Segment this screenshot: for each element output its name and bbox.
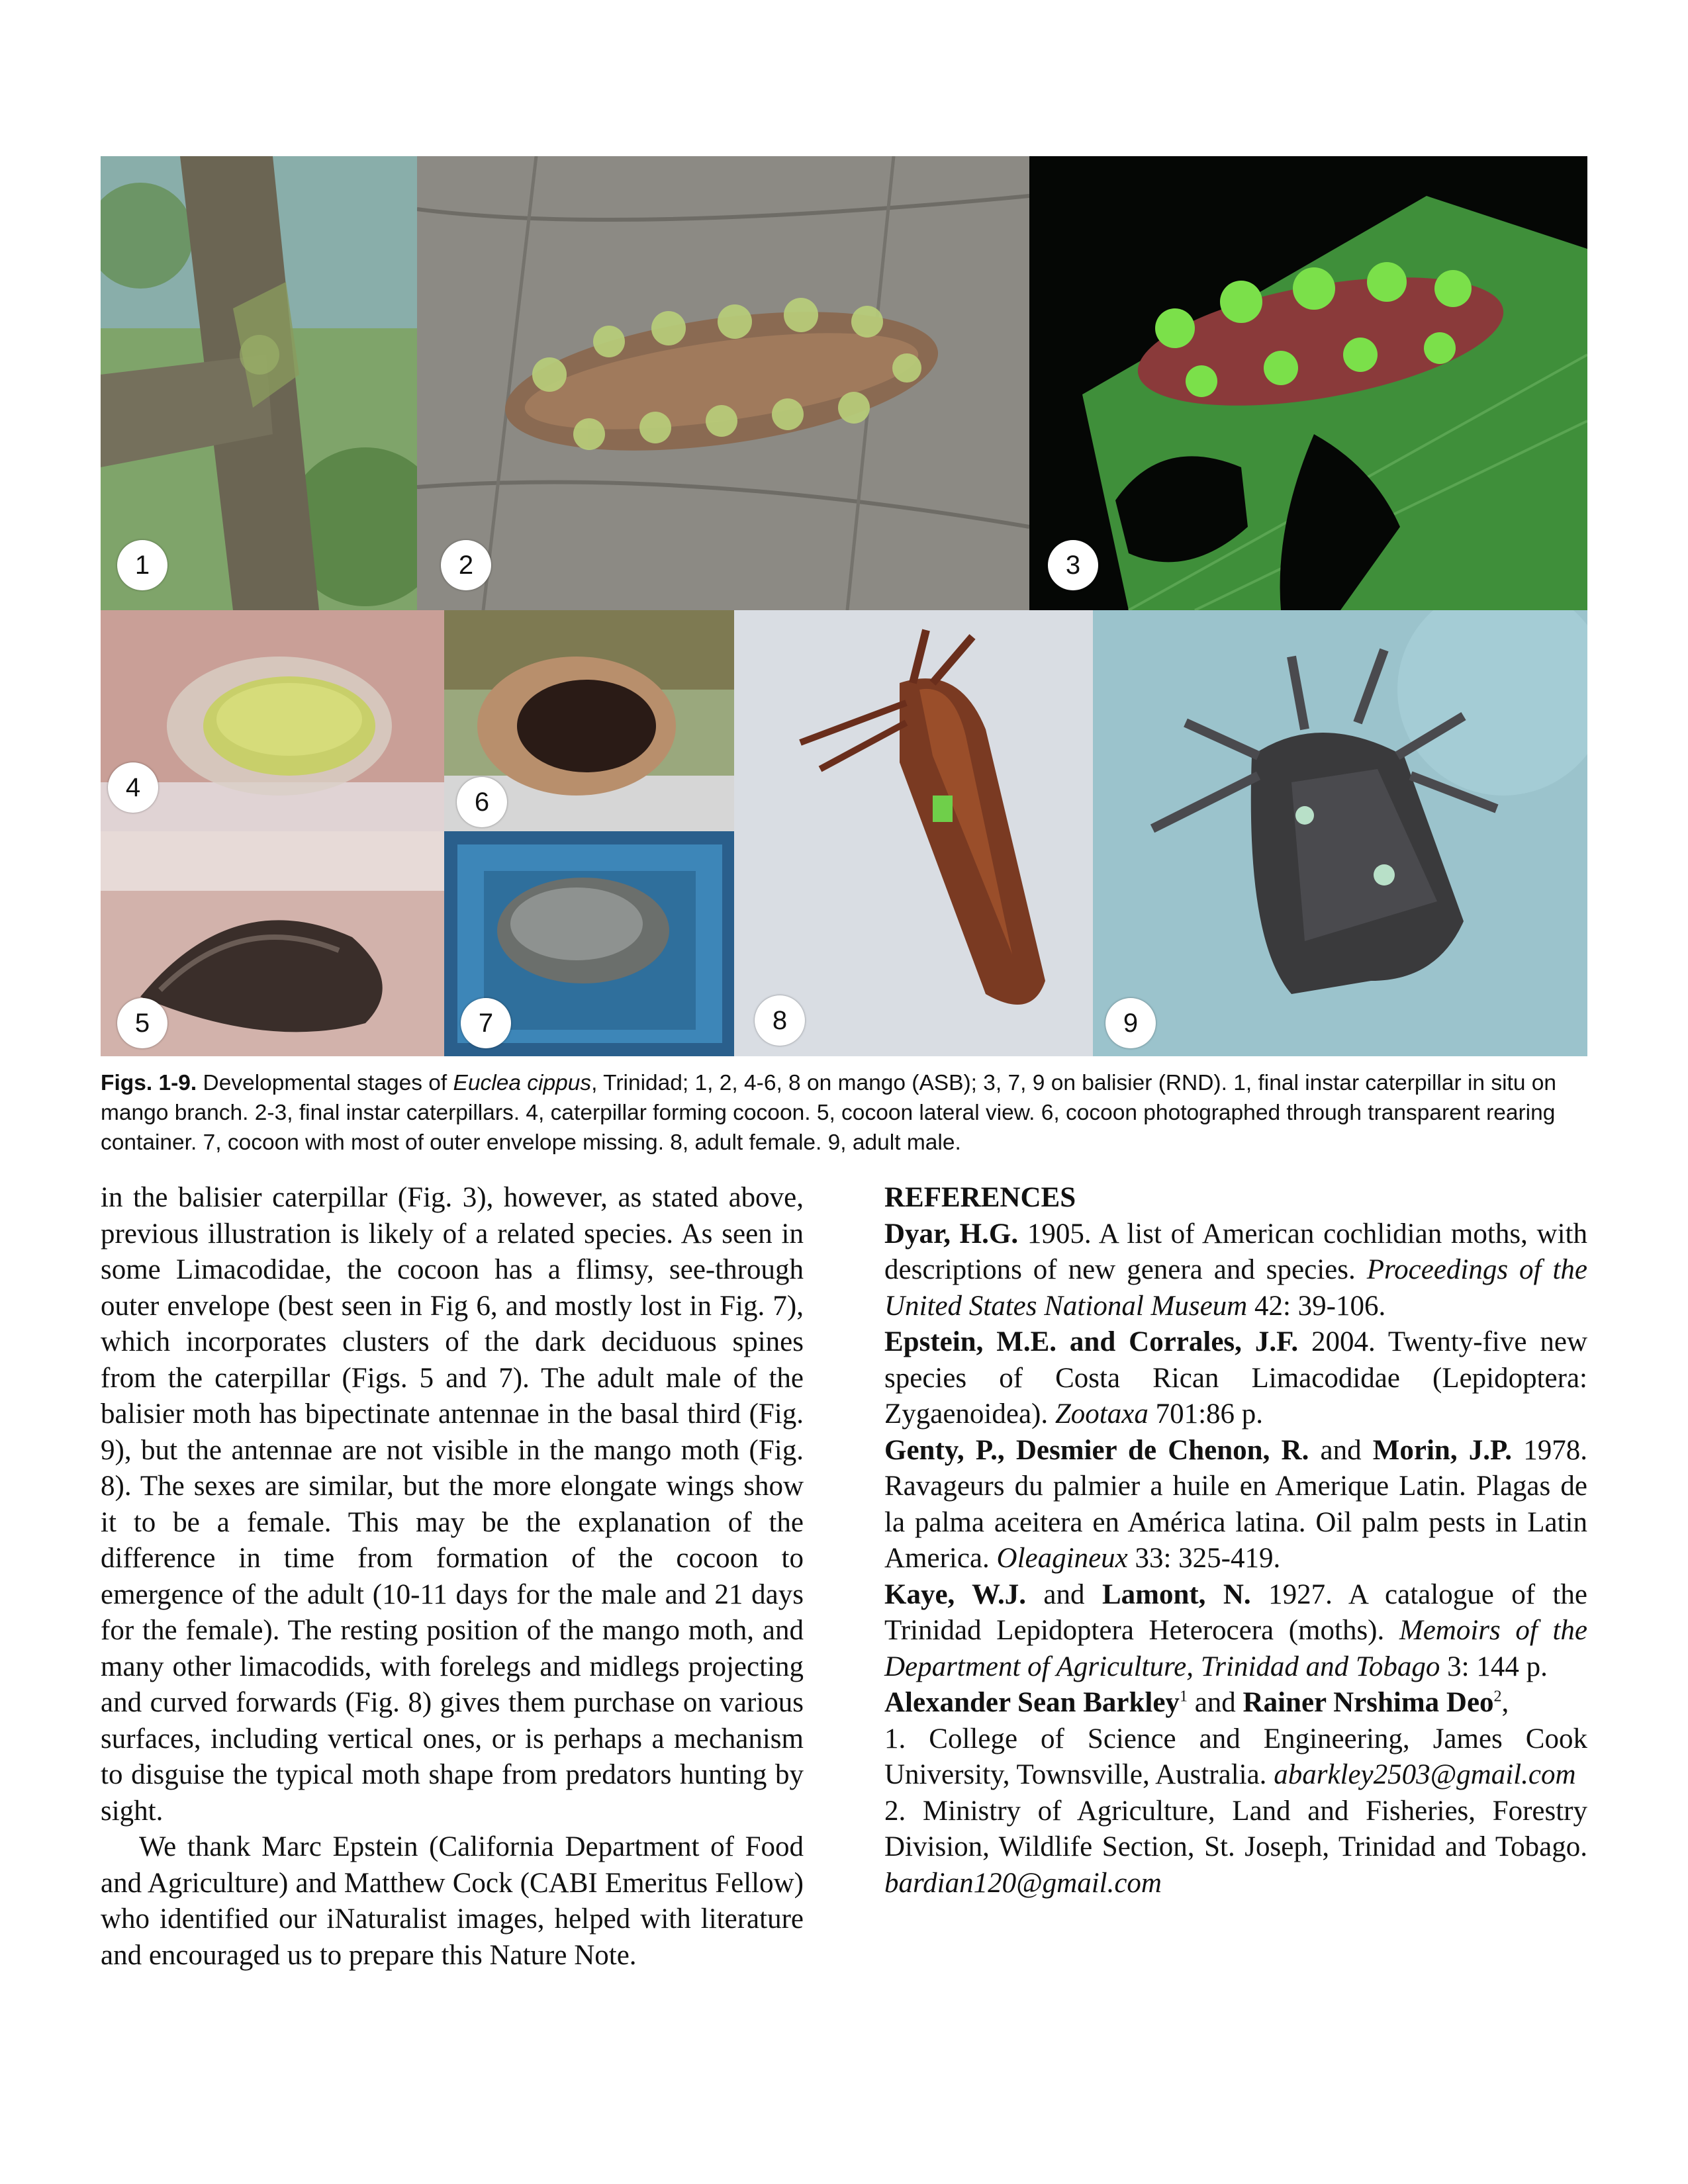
- reference-text: 1905. A list of American cochlidian moths, with descriptions of new genera and species.: [884, 1218, 1587, 1285]
- reference-authors: Genty, P., Desmier de Chenon, R.: [884, 1434, 1309, 1466]
- figure-3-number: 3: [1048, 540, 1098, 590]
- body-paragraph: in the balisier caterpillar (Fig. 3), however, as stated above, previous illustration is likely of a related species. As seen in some Limacodidae, the cocoon has a flimsy, see-through outer envelope (best seen in Fig 6, and mostly lost in Fig. 7), which incorporates clusters of the dark deciduous spines from the caterpillar (Figs. 5 and 7). The adult male of the balisier moth has bipectinate antennae in the basal third (Fig. 9), but the antennae are not visible in the mango moth (Fig. 8). The sexes are similar, but the more elongate wings show it to be a female. This may be the explanation of the difference in time from formation of the cocoon to emergence of the adult (10-11 days for the male and 21 days for the female). The resting position of the mango moth, and many other limacodids, with forelegs and midlegs projecting and curved forwards (Fig. 8) gives them purchase on various surfaces, including vertical ones, or is perhaps a mechanism to disguise the typical moth shape from predators hunting by sight.: [101, 1182, 804, 1827]
- body-text-column: [101, 1180, 804, 1974]
- reference-authors: Lamont, N.: [1102, 1578, 1251, 1610]
- reference-text: 2004. Twenty-five new species of Costa Rican Limacodidae (Lepidoptera: Zygaenoidea).: [884, 1326, 1587, 1430]
- reference-journal: Proceedings of the United States National Museum: [884, 1254, 1587, 1322]
- figure-6-number: 6: [457, 777, 507, 827]
- affiliation-text: 1. College of Science and Engineering, James Cook University, Townsville, Australia.: [884, 1723, 1587, 1790]
- figure-5-number: 5: [117, 998, 167, 1048]
- author-affiliation-mark: 2: [1493, 1688, 1502, 1706]
- caption-species: Euclea cippus: [453, 1071, 592, 1095]
- reference-text: 1978. Ravageurs du palmier a huile en Amerique Latin. Plagas de la palma aceitera en América latina. Oil palm pests in Latin America.: [884, 1434, 1587, 1574]
- affiliation-text: 2. Ministry of Agriculture, Land and Fisheries, Forestry Division, Wildlife Section, St. Joseph, Trinidad and Tobago.: [884, 1795, 1587, 1862]
- reference-journal: Zootaxa: [1055, 1398, 1149, 1430]
- figure-3-photo: [1029, 156, 1587, 610]
- author-affiliation-mark: 1: [1179, 1688, 1188, 1706]
- figure-8-photo: [734, 610, 1093, 1056]
- author-and: and: [1187, 1687, 1243, 1718]
- caption-lead: Figs. 1-9.: [101, 1071, 197, 1095]
- caption-text-2: , Trinidad; 1, 2, 4-6, 8 on mango (ASB); 3, 7, 9 on balisier (RND). 1, final instar caterpillar in situ on mango branch. 2-3, final instar caterpillars. 4, caterpillar forming cocoon. 5, cocoon lateral view. 6, cocoon photographed through transparent rearing container. 7, cocoon with most of outer envelope missing. 8, adult female. 9, adult male.: [101, 1071, 1557, 1155]
- reference-item: [884, 1324, 1587, 1433]
- reference-item: [884, 1577, 1587, 1686]
- author-name: Alexander Sean Barkley: [884, 1687, 1180, 1718]
- reference-tail: 701:86 p.: [1148, 1398, 1264, 1430]
- acknowledgements-paragraph: We thank Marc Epstein (California Department of Food and Agriculture) and Matthew Cock (CABI Emeritus Fellow) who identified our iNaturalist images, helped with literature and encouraged us to prepare this Nature Note.: [101, 1831, 804, 1971]
- figure-9-number: 9: [1105, 998, 1156, 1048]
- author-name: Rainer Nrshima Deo: [1243, 1687, 1494, 1718]
- figure-2-photo: [417, 156, 1029, 610]
- affiliation-1: [884, 1721, 1587, 1794]
- reference-journal: Memoirs of the Department of Agriculture, Trinidad and Tobago: [884, 1615, 1587, 1682]
- reference-and: and: [1309, 1434, 1373, 1466]
- author-line: [884, 1685, 1587, 1721]
- figure-caption: [101, 1068, 1589, 1158]
- affiliation-2: [884, 1794, 1587, 1902]
- reference-item: [884, 1216, 1587, 1325]
- reference-authors: Kaye, W.J.: [884, 1578, 1026, 1610]
- figure-9-photo: [1093, 610, 1587, 1056]
- reference-text: 1927. A catalogue of the Trinidad Lepidoptera Heterocera (moths).: [884, 1578, 1587, 1646]
- reference-authors: Dyar, H.G.: [884, 1218, 1019, 1250]
- figure-4-number: 4: [108, 762, 158, 813]
- reference-tail: 3: 144 p.: [1440, 1651, 1548, 1682]
- reference-tail: 42: 39-106.: [1247, 1290, 1386, 1322]
- figure-2-number: 2: [441, 540, 491, 590]
- figure-8-number: 8: [755, 995, 805, 1046]
- references-column: [884, 1180, 1587, 1901]
- reference-item: [884, 1433, 1587, 1577]
- figure-7-number: 7: [461, 998, 511, 1048]
- reference-authors: Epstein, M.E. and Corrales, J.F.: [884, 1326, 1299, 1357]
- reference-and: and: [1026, 1578, 1102, 1610]
- reference-tail: 33: 325-419.: [1127, 1543, 1281, 1574]
- references-heading: REFERENCES: [884, 1182, 1076, 1213]
- affiliation-email: abarkley2503@gmail.com: [1274, 1759, 1576, 1790]
- caption-text-1: Developmental stages of: [197, 1071, 453, 1095]
- author-tail: ,: [1501, 1687, 1509, 1718]
- reference-authors: Morin, J.P.: [1372, 1434, 1513, 1466]
- affiliation-email: bardian120@gmail.com: [884, 1867, 1162, 1899]
- reference-journal: Oleagineux: [996, 1543, 1128, 1574]
- figure-1-number: 1: [117, 540, 167, 590]
